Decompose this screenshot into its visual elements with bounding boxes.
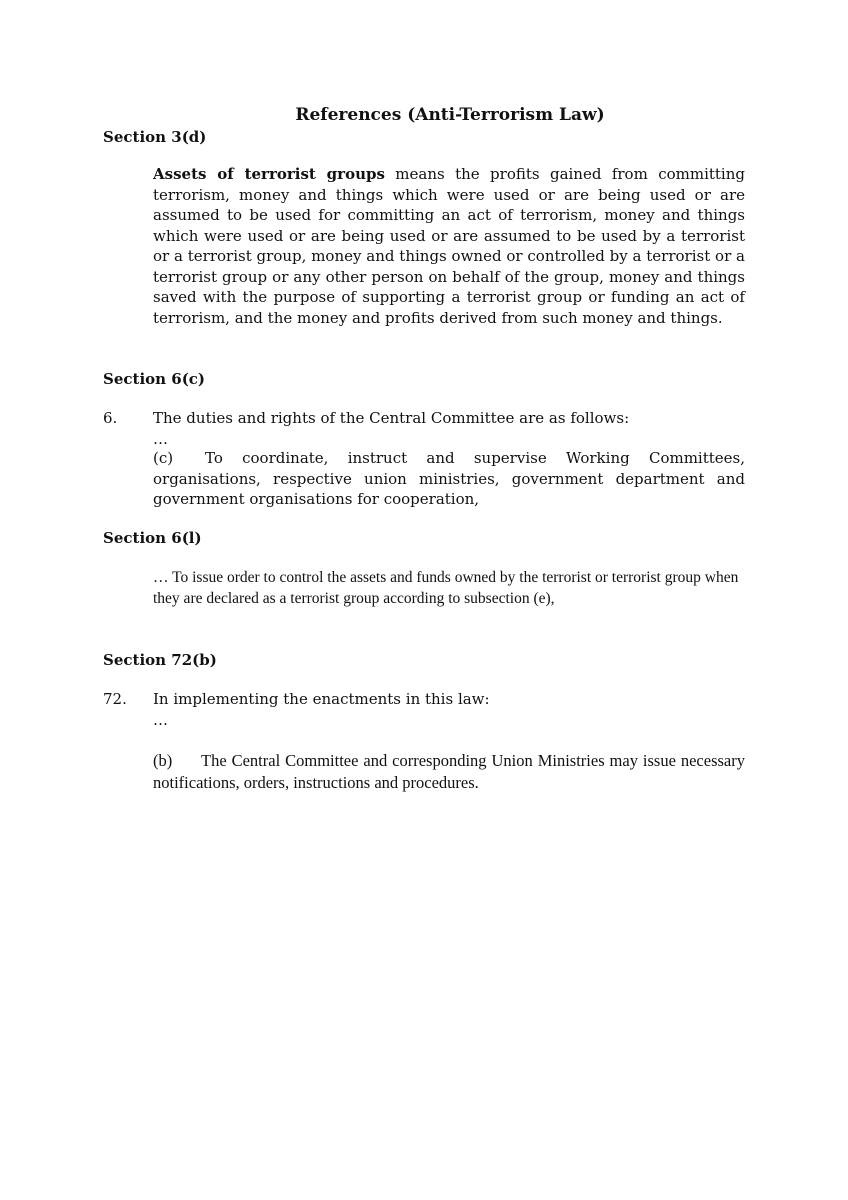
section-6c-item-label: (c) xyxy=(153,449,174,467)
section-3d-term: Assets of terrorist groups xyxy=(153,165,385,183)
section-6-ellipsis: … xyxy=(153,430,168,448)
section-72-ellipsis: … xyxy=(153,711,168,729)
section-6l-heading: Section 6(l) xyxy=(103,529,202,547)
section-3d-heading: Section 3(d) xyxy=(103,128,207,146)
section-72-intro: In implementing the enactments in this law: xyxy=(153,690,490,708)
page-title: References (Anti-Terrorism Law) xyxy=(295,105,605,125)
section-6c-item xyxy=(153,448,745,510)
section-72b-item xyxy=(153,750,745,794)
section-72b-item-text: The Central Committee and corresponding Union Ministries may issue necessary notifications, orders, instructions and procedures. xyxy=(153,751,745,792)
section-6-intro: The duties and rights of the Central Committee are as follows: xyxy=(153,409,630,427)
section-6-number: 6. xyxy=(103,409,118,427)
section-3d-definition: means the profits gained from committing terrorism, money and things which were used or are being used or are assumed to be used for committing an act of terrorism, money and things which were used or are being used or are assumed to be used by a terrorist or a terrorist group, money and things owned or controlled by a terrorist or a terrorist group or any other person on behalf of the group, money and things saved with the purpose of supporting a terrorist group or funding an act of terrorism, and the money and profits derived from such money and things. xyxy=(153,165,745,327)
section-6l-text: … To issue order to control the assets and funds owned by the terrorist or terrorist group when they are declared as a terrorist group according to subsection (e), xyxy=(153,569,739,607)
section-6c-heading: Section 6(c) xyxy=(103,370,206,388)
section-6c-item-text: To coordinate, instruct and supervise Working Committees, organisations, respective union ministries, government department and government organisations for cooperation, xyxy=(153,449,745,508)
section-72-number: 72. xyxy=(103,690,127,708)
section-3d-paragraph xyxy=(153,164,745,328)
section-72b-heading: Section 72(b) xyxy=(103,651,217,669)
section-72b-item-label: (b) xyxy=(153,751,173,770)
